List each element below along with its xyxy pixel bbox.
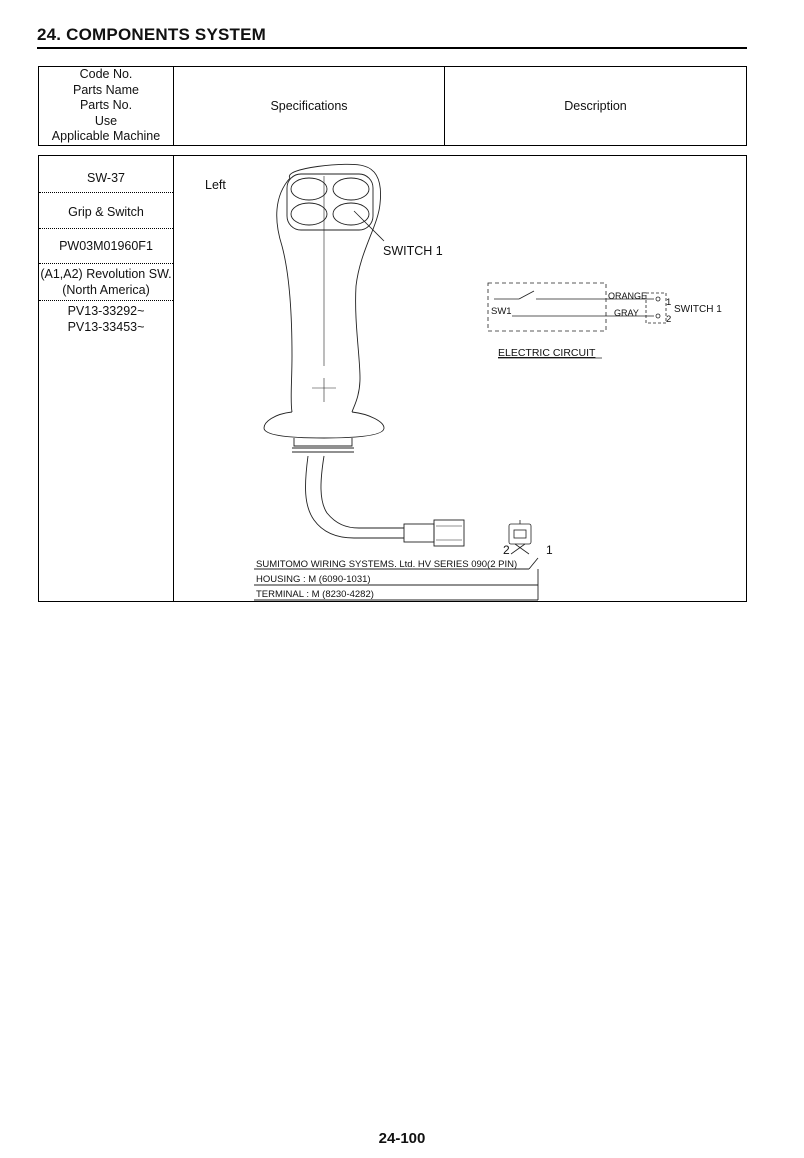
part-info-column: [39, 156, 174, 601]
connector-icon: [509, 520, 531, 554]
connector-terminal: TERMINAL : M (8230-4282): [256, 589, 374, 600]
header-parts-name: Parts Name: [73, 82, 139, 97]
grip-drawing: [174, 156, 746, 601]
sw1-label: SW1: [491, 306, 512, 317]
circuit-switch-label: SWITCH 1: [674, 304, 722, 315]
machine-line-1: PV13-33292~: [67, 304, 145, 318]
connector-pin-1: 1: [546, 543, 553, 557]
header-use: Use: [94, 113, 118, 128]
section-title: 24. COMPONENTS SYSTEM: [37, 25, 267, 44]
parts-name: Grip & Switch: [68, 205, 144, 219]
specification-drawing: [174, 156, 746, 601]
header-col-specifications: Specifications: [174, 67, 445, 145]
parts-no: PW03M01960F1: [59, 239, 153, 253]
wire-orange-label: ORANGE: [608, 291, 648, 301]
part-table: [38, 155, 747, 602]
separator: [39, 228, 173, 229]
page-number: 24-100: [378, 1130, 426, 1147]
connector-maker: SUMITOMO WIRING SYSTEMS. Ltd. HV SERIES 090(2 PIN): [256, 559, 518, 570]
machine-line-2: PV13-33453~: [67, 320, 145, 334]
separator: [39, 300, 173, 301]
connector-housing: HOUSING : M (6090-1031): [256, 574, 371, 585]
separator: [39, 192, 173, 193]
grip-outline-icon: [264, 164, 384, 452]
use-line-2: (North America): [62, 283, 150, 297]
connector-pin-2: 2: [503, 543, 510, 557]
side-label: Left: [205, 178, 226, 192]
title-rule: [37, 47, 747, 49]
use-line-1: (A1,A2) Revolution SW.: [40, 267, 172, 281]
cable-icon: [306, 456, 464, 546]
switch-callout-label: SWITCH 1: [383, 244, 443, 258]
separator: [39, 263, 173, 264]
header-col-description: Description: [564, 99, 627, 113]
header-col-code: [39, 67, 174, 145]
header-table: [38, 66, 747, 146]
header-applicable-machine: Applicable Machine: [51, 129, 161, 144]
circuit-pin-2: 2: [666, 314, 672, 325]
wire-gray-label: GRAY: [614, 308, 639, 318]
header-parts-no: Parts No.: [79, 98, 133, 113]
code-no: SW-37: [87, 171, 125, 185]
electric-circuit-caption: ELECTRIC CIRCUIT: [498, 347, 596, 359]
circuit-pin-1: 1: [666, 297, 672, 308]
header-code-no: Code No.: [79, 67, 133, 82]
